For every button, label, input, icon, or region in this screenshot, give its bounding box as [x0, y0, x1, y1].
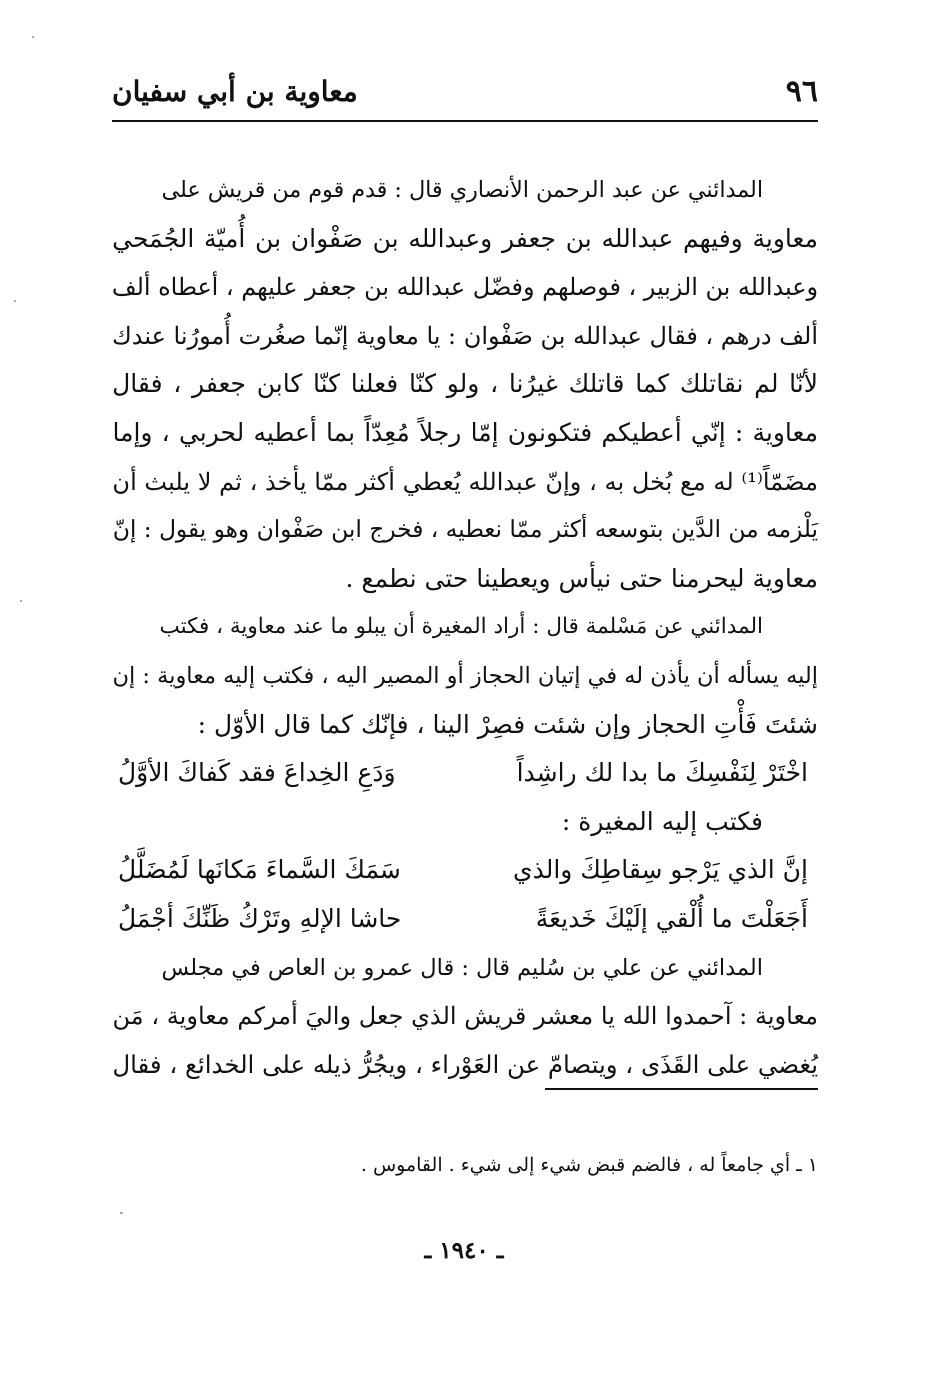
- scan-speck: [20, 600, 22, 602]
- footnote: ١ ـ أي جامعاً له ، فالضم قبض شيء إلى شيء . القاموس .: [360, 1154, 818, 1176]
- scan-speck: [14, 300, 16, 302]
- text-line: المدائني عن مَسْلمة قال : أراد المغيرة أن يبلو ما عند معاوية ، فكتب: [159, 614, 763, 640]
- text-line: لأنّا لم نقاتلك كما قاتلك غيرُنا ، ولو كنّا فعلنا كنّا كابن جعفر ، فقال: [112, 369, 818, 399]
- page-number: ٩٦: [785, 74, 818, 109]
- verse-second-hemistich: حاشا الإلهِ وتَرْكُ ظَنِّكَ أجْمَلُ: [118, 903, 402, 933]
- text-line: معاوية وفيهم عبدالله بن جعفر وعبدالله بن صَفْوان بن أُميّة الجُمَحي: [112, 223, 818, 253]
- verse-line: [112, 895, 818, 944]
- paragraph-1: [112, 166, 818, 603]
- page-header: [112, 72, 818, 116]
- text-line: معاوية ليحرمنا حتى نيأس ويعطينا حتى نطمع .: [345, 563, 818, 593]
- paragraph-2: [112, 603, 818, 749]
- main-text: [112, 166, 818, 1089]
- verse-line: [112, 846, 818, 895]
- verse-intro: فكتب إليه المغيرة :: [561, 806, 763, 836]
- scan-speck: [120, 1212, 123, 1214]
- folio-number: [0, 1234, 928, 1268]
- verse-second-hemistich: سَمَكَ السَّماءَ مَكانَها لَمُضَلَّلُ: [118, 855, 401, 885]
- verse-first-hemistich: اخْتَرْ لِنَفْسِكَ ما بدا لك راشِداً: [516, 758, 808, 788]
- scan-speck: [32, 36, 34, 38]
- text-line: يُغضي على القَذَى ، ويتصامّ عن العَوْراء ، ويجُرُّ ذيله على الخدائع ، فقال: [112, 1049, 818, 1079]
- header-rule: [112, 120, 818, 122]
- footnote-rule: [545, 1088, 818, 1090]
- text-line: مضَمّاً⁽¹⁾ له مع بُخل به ، وإنّ عبدالله يُعطي أكثر ممّا يأخذ ، ثم لا يلبث أن: [112, 467, 818, 496]
- text-line: يَلْزمه من الدَّين بتوسعه أكثر ممّا نعطيه ، فخرج ابن صَفْوان وهو يقول : إنّ: [112, 516, 818, 544]
- text-line: إليه يسأله أن يأذن له في إتيان الحجاز أو المصير اليه ، فكتب إليه معاوية : إن: [112, 662, 818, 689]
- verse-first-hemistich: إنَّ الذي يَرْجو سِقاطِكَ والذي: [513, 855, 808, 885]
- running-title: معاوية بن أبي سفيان: [112, 75, 358, 108]
- text-line: معاوية : آحمدوا الله يا معشر قريش الذي جعل واليَ أمركم معاوية ، مَن: [112, 1002, 818, 1031]
- paragraph-3: [112, 944, 818, 1090]
- folio-text: ـ ١٩٤٠ ـ: [424, 1237, 504, 1264]
- text-line: شئتَ فَأْتِ الحجاز وإن شئت فصِرْ الينا ، فإنّك كما قال الأوّل :: [197, 709, 818, 739]
- verse-second-hemistich: وَدَعِ الخِداعَ فقد كَفاكَ الأوَّلُ: [118, 758, 396, 788]
- verse-line: [112, 749, 818, 798]
- text-line: معاوية : إنّي أعطيكم فتكونون إمّا رجلاً مُعِدّاً بما أعطيه لحربي ، وإما: [112, 417, 818, 447]
- verse-first-hemistich: أَجَعَلْتَ ما أُلْقي إلَيْكَ خَديعَةً: [535, 903, 808, 933]
- text-line: وعبدالله بن الزبير ، فوصلهم وفضّل عبدالله بن جعفر عليهم ، أعطاه ألف: [111, 273, 818, 302]
- text-line: المدائني عن علي بن سُليم قال : قال عمرو بن العاص في مجلس: [161, 954, 763, 981]
- text-line: ألف درهم ، فقال عبدالله بن صَفْوان : يا معاوية إنّما صغُرت أُمورُنا عندك: [112, 321, 818, 350]
- text-line: المدائني عن عبد الرحمن الأنصاري قال : قدم قوم من قريش على: [161, 177, 763, 203]
